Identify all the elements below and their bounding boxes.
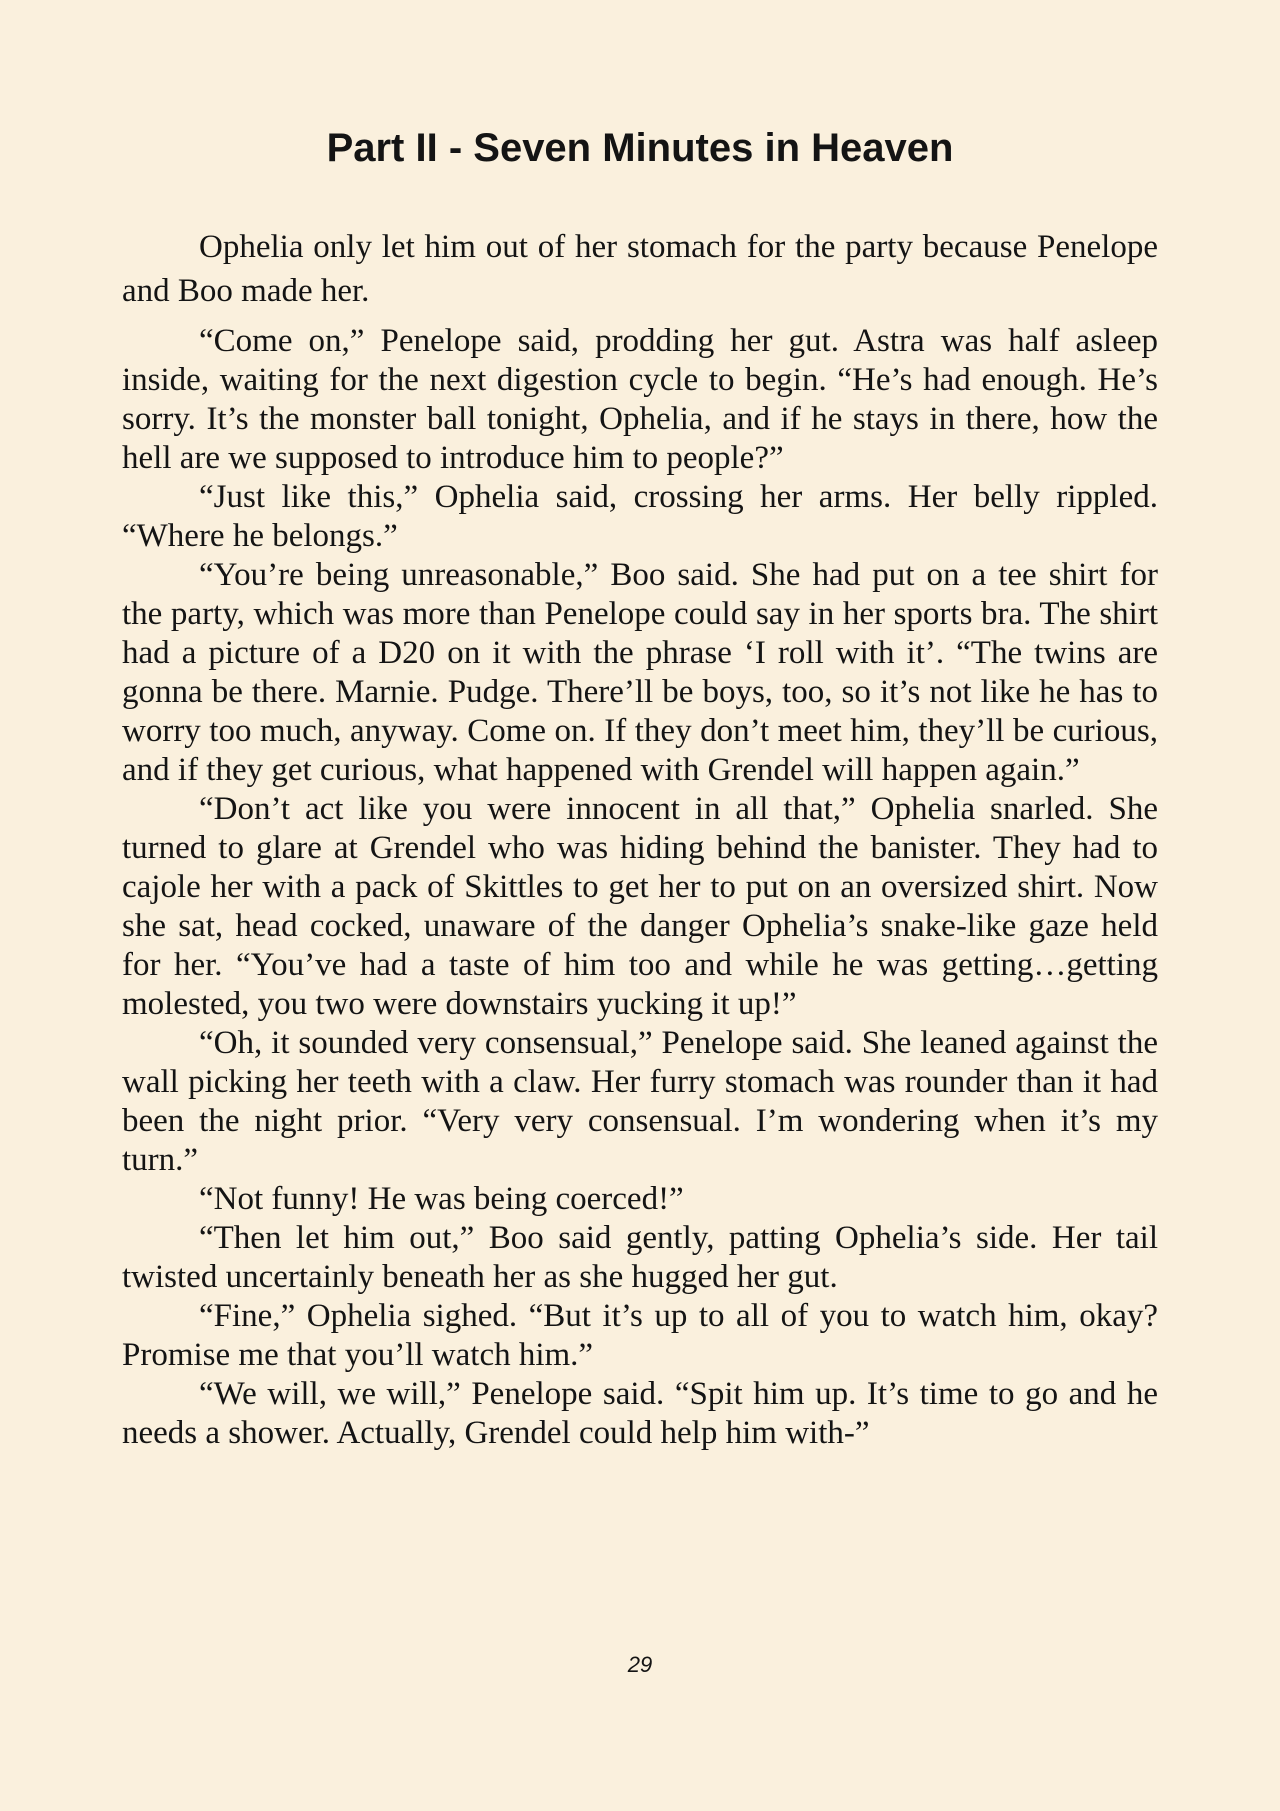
paragraph: “Oh, it sounded very consensual,” Penelope said. She leaned against the wall picking her teeth with a claw. Her furry stomach was rounder than it had been the night prior. “Very very consensual. I’m wondering when it’s my turn.” bbox=[122, 1025, 1158, 1178]
paragraph: Ophelia only let him out of her stomach for the party because Penelope and Boo made her. bbox=[122, 229, 1158, 309]
page-number: 29 bbox=[627, 1652, 653, 1677]
paragraph: “Fine,” Ophelia sighed. “But it’s up to all of you to watch him, okay? Promise me that you’ll watch him.” bbox=[122, 1298, 1158, 1373]
paragraph: “Come on,” Penelope said, prodding her gut. Astra was half asleep inside, waiting for the next digestion cycle to begin. “He’s had enough. He’s sorry. It’s the monster ball tonight, Ophelia, and if he stays in there, how the hell are we supposed to introduce him to people?” bbox=[122, 323, 1158, 476]
body-text bbox=[122, 225, 1158, 1453]
paragraph: “Not funny! He was being coerced!” bbox=[199, 1181, 684, 1217]
paragraph: “We will, we will,” Penelope said. “Spit him up. It’s time to go and he needs a shower. Actually, Grendel could help him with-” bbox=[122, 1376, 1158, 1451]
paragraph: “Don’t act like you were innocent in all that,” Ophelia snarled. She turned to glare at Grendel who was hiding behind the banister. They had to cajole her with a pack of Skittles to get her to put on an oversized shirt. Now she sat, head cocked, unaware of the danger Ophelia’s snake-like gaze held for her. “You’ve had a taste of him too and while he was getting…getting molested, you two were downstairs yucking it up!” bbox=[122, 791, 1158, 1022]
paragraph: “You’re being unreasonable,” Boo said. She had put on a tee shirt for the party, which was more than Penelope could say in her sports bra. The shirt had a picture of a D20 on it with the phrase ‘I roll with it’. “The twins are gonna be there. Marnie. Pudge. There’ll be boys, too, so it’s not like he has to worry too much, anyway. Come on. If they don’t meet him, they’ll be curious, and if they get curious, what happened with Grendel will happen again.” bbox=[122, 557, 1158, 788]
paragraph: “Just like this,” Ophelia said, crossing her arms. Her belly rippled. “Where he belongs.” bbox=[122, 479, 1158, 554]
chapter-title: Part II - Seven Minutes in Heaven bbox=[326, 126, 954, 170]
paragraph: “Then let him out,” Boo said gently, patting Ophelia’s side. Her tail twisted uncertainly beneath her as she hugged her gut. bbox=[122, 1220, 1158, 1295]
